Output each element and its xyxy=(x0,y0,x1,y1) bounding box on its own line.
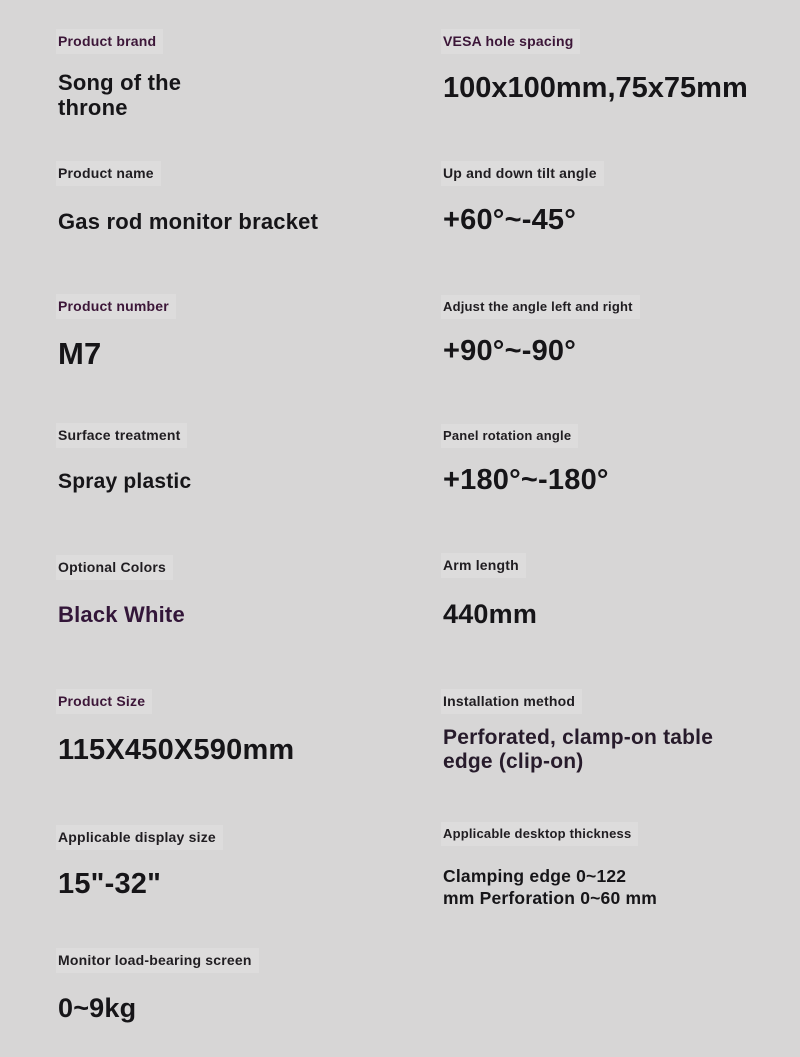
spec-rotation-angle xyxy=(443,426,793,497)
spec-value: 0~9kg xyxy=(58,992,137,1023)
spec-optional-colors xyxy=(58,557,398,627)
spec-label: Applicable display size xyxy=(58,827,221,848)
spec-vesa-spacing xyxy=(443,31,793,105)
spec-tilt-angle xyxy=(443,163,793,237)
spec-label: Product brand xyxy=(58,31,161,52)
spec-label: Up and down tilt angle xyxy=(443,163,602,184)
spec-label: Applicable desktop thickness xyxy=(443,824,636,844)
spec-value: Perforated, clamp-on table edge (clip-on) xyxy=(443,725,714,773)
spec-label: Monitor load-bearing screen xyxy=(58,950,257,971)
spec-value: M7 xyxy=(58,335,102,371)
spec-arm-length xyxy=(443,555,793,630)
spec-product-size xyxy=(58,691,398,767)
spec-surface-treatment xyxy=(58,425,398,494)
spec-value: +90°~-90° xyxy=(443,334,577,367)
spec-value: 100x100mm,75x75mm xyxy=(443,71,748,104)
spec-installation-method xyxy=(443,691,793,774)
spec-product-number xyxy=(58,296,398,371)
spec-product-name xyxy=(58,163,398,234)
spec-label: Surface treatment xyxy=(58,425,185,446)
spec-label: Adjust the angle left and right xyxy=(443,297,638,317)
spec-value: Gas rod monitor bracket xyxy=(58,208,319,234)
spec-desktop-thickness xyxy=(443,824,793,909)
spec-load-bearing xyxy=(58,950,398,1024)
spec-product-brand xyxy=(58,31,398,120)
spec-value: 15"-32" xyxy=(58,867,162,900)
spec-value: +60°~-45° xyxy=(443,203,577,236)
spec-label: Product number xyxy=(58,296,174,317)
spec-label: Product name xyxy=(58,163,159,184)
spec-label: Arm length xyxy=(443,555,524,576)
spec-value: Song of the throne xyxy=(58,69,182,121)
spec-value: +180°~-180° xyxy=(443,463,609,496)
spec-value: Black White xyxy=(58,601,185,627)
spec-value: Clamping edge 0~122 mm Perforation 0~60 mm xyxy=(443,865,657,908)
spec-value: 440mm xyxy=(443,598,538,629)
spec-label: VESA hole spacing xyxy=(443,31,578,52)
spec-display-size xyxy=(58,827,398,901)
spec-value: Spray plastic xyxy=(58,469,192,493)
spec-label: Installation method xyxy=(443,691,580,712)
spec-label: Product Size xyxy=(58,691,150,712)
spec-swivel-angle xyxy=(443,297,793,368)
spec-label: Optional Colors xyxy=(58,557,171,578)
spec-value: 115X450X590mm xyxy=(58,733,295,766)
spec-label: Panel rotation angle xyxy=(443,426,576,446)
